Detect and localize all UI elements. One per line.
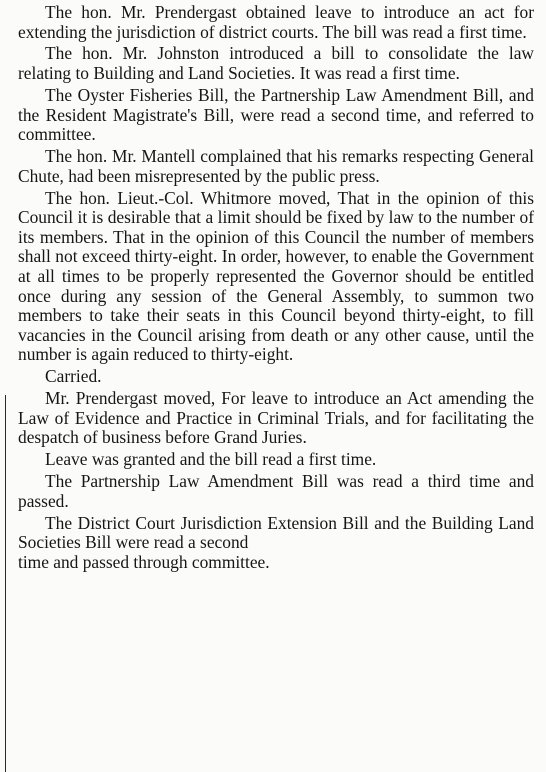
paragraph-johnston-bill: The hon. Mr. Johnston introduced a bill to consolidate the law relating to Building and Land Societies. It was read a first time.	[18, 43, 534, 84]
column-rule	[5, 395, 6, 772]
paragraph-cut-line: time and passed through committee.	[18, 551, 270, 572]
paragraph-partnership-law: The Partnership Law Amendment Bill was read a third time and passed.	[18, 471, 534, 511]
paragraph-prendergast-motion: Mr. Prendergast moved, For leave to introduce an Act amending the Law of Evidence and Practice in Criminal Trials, and for facilitating the despatch of business before Grand Juries.	[18, 388, 534, 448]
paragraph-carried: Carried.	[45, 366, 102, 387]
paragraph-whitmore-motion: The hon. Lieut.-Col. Whitmore moved, That in the opinion of this Council it is desirable that a limit should be fixed by law to the number of its members. That in the opinion of this Council the number of members shall not exceed thirty-eight. In order, however, to enable the Government at all times to be properly represented the Governor should be entitled once during any session of the General Assembly, to summon two members to take their seats in this Council beyond thirty-eight, to fill vacancies in the Council arising from death or any other cause, until the number is again reduced to thirty-eight.	[18, 187, 534, 365]
paragraph-leave-granted: Leave was granted and the bill read a first time.	[45, 449, 377, 470]
paragraph-district-court: The District Court Jurisdiction Extension Bill and the Building Land Societies Bill were read a second	[18, 512, 534, 553]
paragraph-mantell-complaint: The hon. Mr. Mantell complained that his remarks respecting General Chute, had been misrepresented by the public press.	[18, 146, 534, 186]
article-body	[18, 3, 534, 572]
paragraph-prendergast-leave: The hon. Mr. Prendergast obtained leave to introduce an act for extending the jurisdiction of district courts. The bill was read a first time.	[18, 2, 534, 42]
paragraph-oyster-fisheries: The Oyster Fisheries Bill, the Partnership Law Amendment Bill, and the Resident Magistrate's Bill, were read a second time, and referred to committee.	[18, 84, 534, 145]
